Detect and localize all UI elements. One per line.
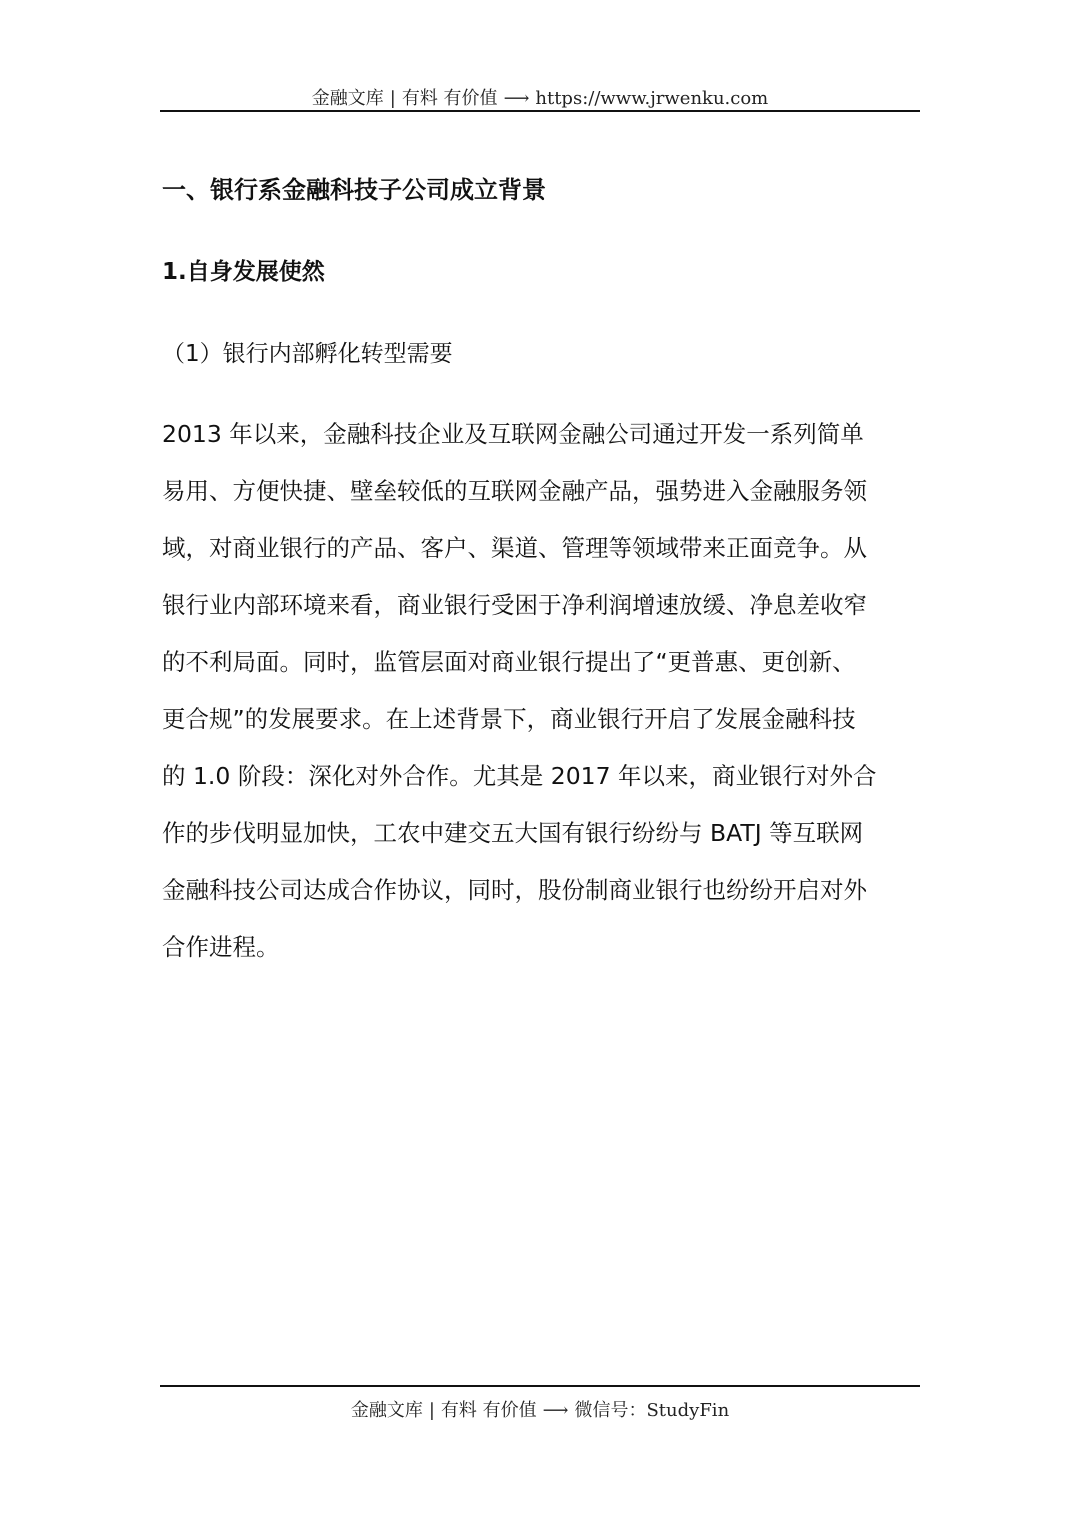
footer-wechat-id: StudyFin: [646, 1400, 730, 1421]
section-subtitle: 1.自身发展使然: [162, 259, 325, 285]
page-footer: [160, 1396, 920, 1422]
footer-brand: 金融文库: [350, 1400, 423, 1421]
paragraph-line: 银行业内部环境来看，商业银行受困于净利润增速放缓、净息差收窄: [162, 591, 867, 619]
section-title: 一、银行系金融科技子公司成立背景: [162, 176, 546, 204]
header-url[interactable]: https://www.jrwenku.com: [535, 88, 769, 109]
footer-divider: [160, 1385, 920, 1387]
header-separator: |: [389, 88, 396, 109]
paragraph-line: 的不利局面。同时，监管层面对商业银行提出了“更普惠、更创新、: [162, 648, 856, 676]
section-subsubtitle: （1）银行内部孵化转型需要: [162, 341, 453, 367]
header-brand: 金融文库: [311, 88, 384, 109]
paragraph-line: 作的步伐明显加快，工农中建交五大国有银行纷纷与 BATJ 等互联网: [162, 819, 864, 847]
footer-arrow-icon: ⟶: [542, 1400, 569, 1421]
paragraph-line: 的 1.0 阶段：深化对外合作。尤其是 2017 年以来，商业银行对外合: [162, 762, 877, 790]
paragraph-line: 域，对商业银行的产品、客户、渠道、管理等领域带来正面竞争。从: [162, 534, 867, 562]
header-slogan: 有料 有价值: [401, 88, 498, 109]
header-arrow-icon: ⟶: [503, 88, 530, 109]
body-paragraph: [162, 412, 922, 982]
footer-separator: |: [428, 1400, 435, 1421]
paragraph-line: 易用、方便快捷、壁垒较低的互联网金融产品，强势进入金融服务领: [162, 477, 867, 505]
paragraph-line: 金融科技公司达成合作协议，同时，股份制商业银行也纷纷开启对外: [162, 876, 867, 904]
header-divider: [160, 110, 920, 112]
footer-wechat-label: 微信号：: [574, 1400, 647, 1421]
footer-slogan: 有料 有价值: [440, 1400, 537, 1421]
paragraph-line: 2013 年以来，金融科技企业及互联网金融公司通过开发一系列简单: [162, 420, 864, 448]
paragraph-line: 更合规”的发展要求。在上述背景下，商业银行开启了发展金融科技: [162, 705, 856, 733]
paragraph-line: 合作进程。: [162, 933, 280, 961]
page-header: [160, 84, 920, 110]
